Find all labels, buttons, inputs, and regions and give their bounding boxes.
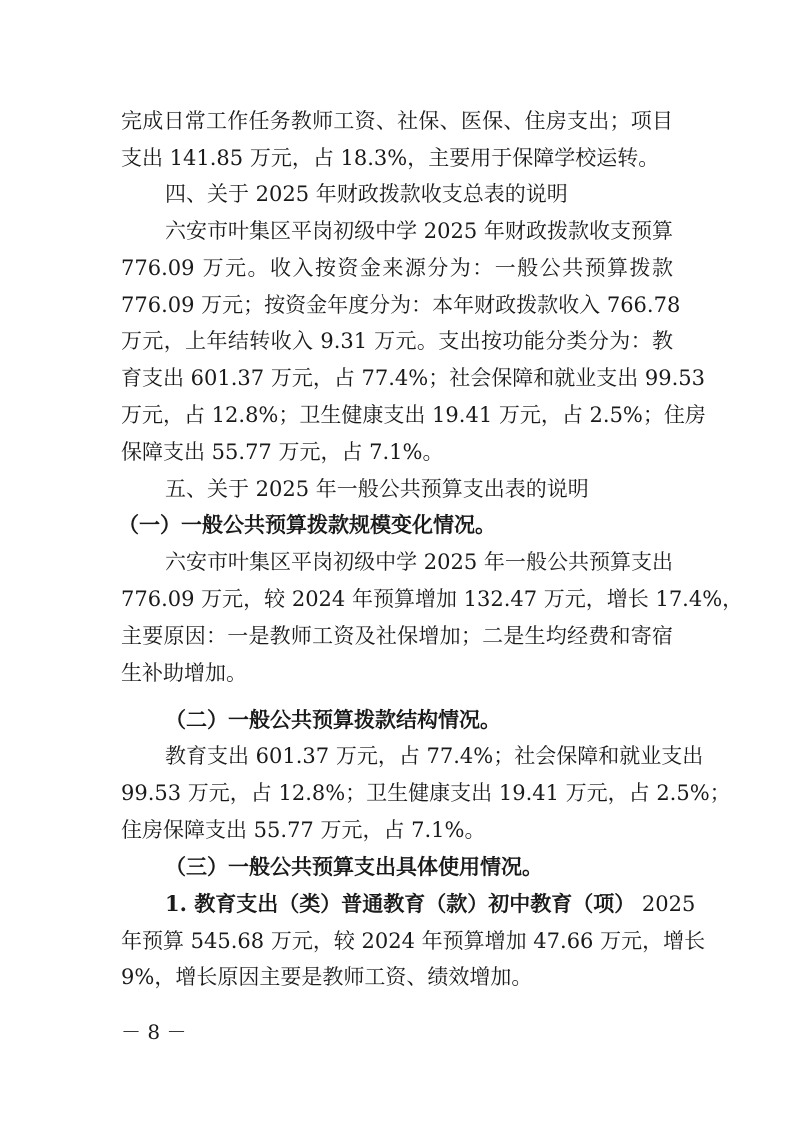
body-line: 776.09 万元。收入按资金来源分为：一般公共预算拨款 xyxy=(121,256,673,280)
subsection-heading: （一）一般公共预算拨款规模变化情况。 xyxy=(118,512,496,537)
body-line: 776.09 万元，较 2024 年预算增加 132.47 万元，增长 17.4%， xyxy=(121,587,744,611)
body-line: 生补助增加。 xyxy=(121,661,247,685)
item-year: 2025 xyxy=(641,892,696,916)
body-line: 万元，占 12.8%；卫生健康支出 19.41 万元，占 2.5%；住房 xyxy=(121,403,706,427)
body-line: 9%，增长原因主要是教师工资、绩效增加。 xyxy=(121,965,533,989)
subsection-heading: （二）一般公共预算拨款结构情况。 xyxy=(165,707,501,732)
body-line: 教育支出 601.37 万元，占 77.4%；社会保障和就业支出 xyxy=(165,744,704,768)
body-line: 育支出 601.37 万元，占 77.4%；社会保障和就业支出 99.53 xyxy=(121,366,706,390)
body-line: 保障支出 55.77 万元，占 7.1%。 xyxy=(121,440,444,464)
item-line xyxy=(165,886,696,922)
body-line: 支出 141.85 万元，占 18.3%，主要用于保障学校运转。 xyxy=(121,146,660,170)
section-heading: 五、关于 2025 年一般公共预算支出表的说明 xyxy=(165,477,589,501)
body-line: 六安市叶集区平岗初级中学 2025 年一般公共预算支出 xyxy=(165,550,673,574)
subsection-heading: （三）一般公共预算支出具体使用情况。 xyxy=(165,854,543,879)
body-line: 完成日常工作任务教师工资、社保、医保、住房支出；项目 xyxy=(121,109,673,133)
page-number: － 8 － xyxy=(121,1020,187,1044)
section-heading: 四、关于 2025 年财政拨款收支总表的说明 xyxy=(165,182,568,206)
body-line: 年预算 545.68 万元，较 2024 年预算增加 47.66 万元，增长 xyxy=(121,929,706,953)
body-line: 776.09 万元；按资金年度分为：本年财政拨款收入 766.78 xyxy=(121,293,681,317)
item-heading: 1. 教育支出（类）普通教育（款）初中教育（项） xyxy=(165,891,636,916)
body-line: 六安市叶集区平岗初级中学 2025 年财政拨款收支预算 xyxy=(165,219,673,243)
body-line: 99.53 万元，占 12.8%；卫生健康支出 19.41 万元，占 2.5%； xyxy=(121,781,731,805)
body-line: 住房保障支出 55.77 万元，占 7.1%。 xyxy=(121,818,486,842)
body-line: 主要原因：一是教师工资及社保增加；二是生均经费和寄宿 xyxy=(121,624,673,648)
body-line: 万元，上年结转收入 9.31 万元。支出按功能分类分为：教 xyxy=(121,329,673,353)
